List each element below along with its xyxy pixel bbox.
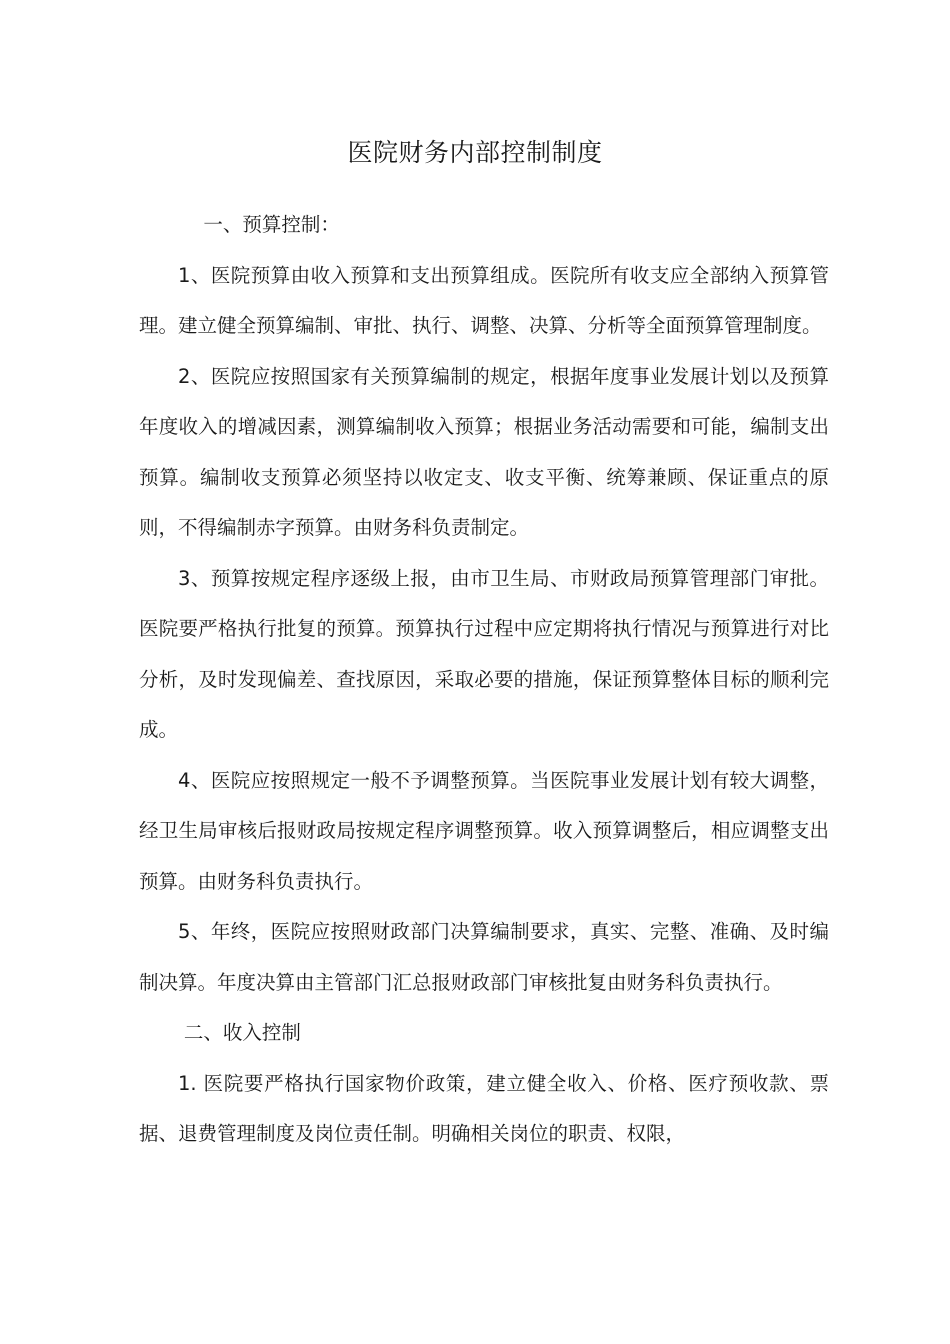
paragraph-budget-4: 4、医院应按照规定一般不予调整预算。当医院事业发展计划有较大调整，经卫生局审核后报财政局按规定程序调整预算。收入预算调整后，相应调整支出预算。由财务科负责执行。	[139, 768, 829, 893]
paragraph-budget-1: 1、医院预算由收入预算和支出预算组成。医院所有收支应全部纳入预算管理。建立健全预算编制、审批、执行、调整、决算、分析等全面预算管理制度。	[139, 263, 829, 337]
section-heading-income: 二、收入控制	[183, 1021, 301, 1044]
document-title: 医院财务内部控制制度	[347, 138, 603, 167]
section-heading-budget: 一、预算控制：	[203, 213, 340, 236]
paragraph-budget-3: 3、预算按规定程序逐级上报，由市卫生局、市财政局预算管理部门审批。医院要严格执行批复的预算。预算执行过程中应定期将执行情况与预算进行对比分析，及时发现偏差、查找原因，采取必要的措施，保证预算整体目标的顺利完成。	[139, 566, 829, 741]
paragraph-budget-5: 5、年终，医院应按照财政部门决算编制要求，真实、完整、准确、及时编制决算。年度决算由主管部门汇总报财政部门审核批复由财务科负责执行。	[139, 920, 829, 994]
document-body	[139, 200, 829, 1160]
paragraph-income-1: 1. 医院要严格执行国家物价政策，建立健全收入、价格、医疗预收款、票据、退费管理制度及岗位责任制。明确相关岗位的职责、权限，	[139, 1071, 829, 1145]
paragraph-budget-2: 2、医院应按照国家有关预算编制的规定，根据年度事业发展计划以及预算年度收入的增减因素，测算编制收入预算；根据业务活动需要和可能，编制支出预算。编制收支预算必须坚持以收定支、收支平衡、统筹兼顾、保证重点的原则，不得编制赤字预算。由财务科负责制定。	[139, 364, 829, 539]
